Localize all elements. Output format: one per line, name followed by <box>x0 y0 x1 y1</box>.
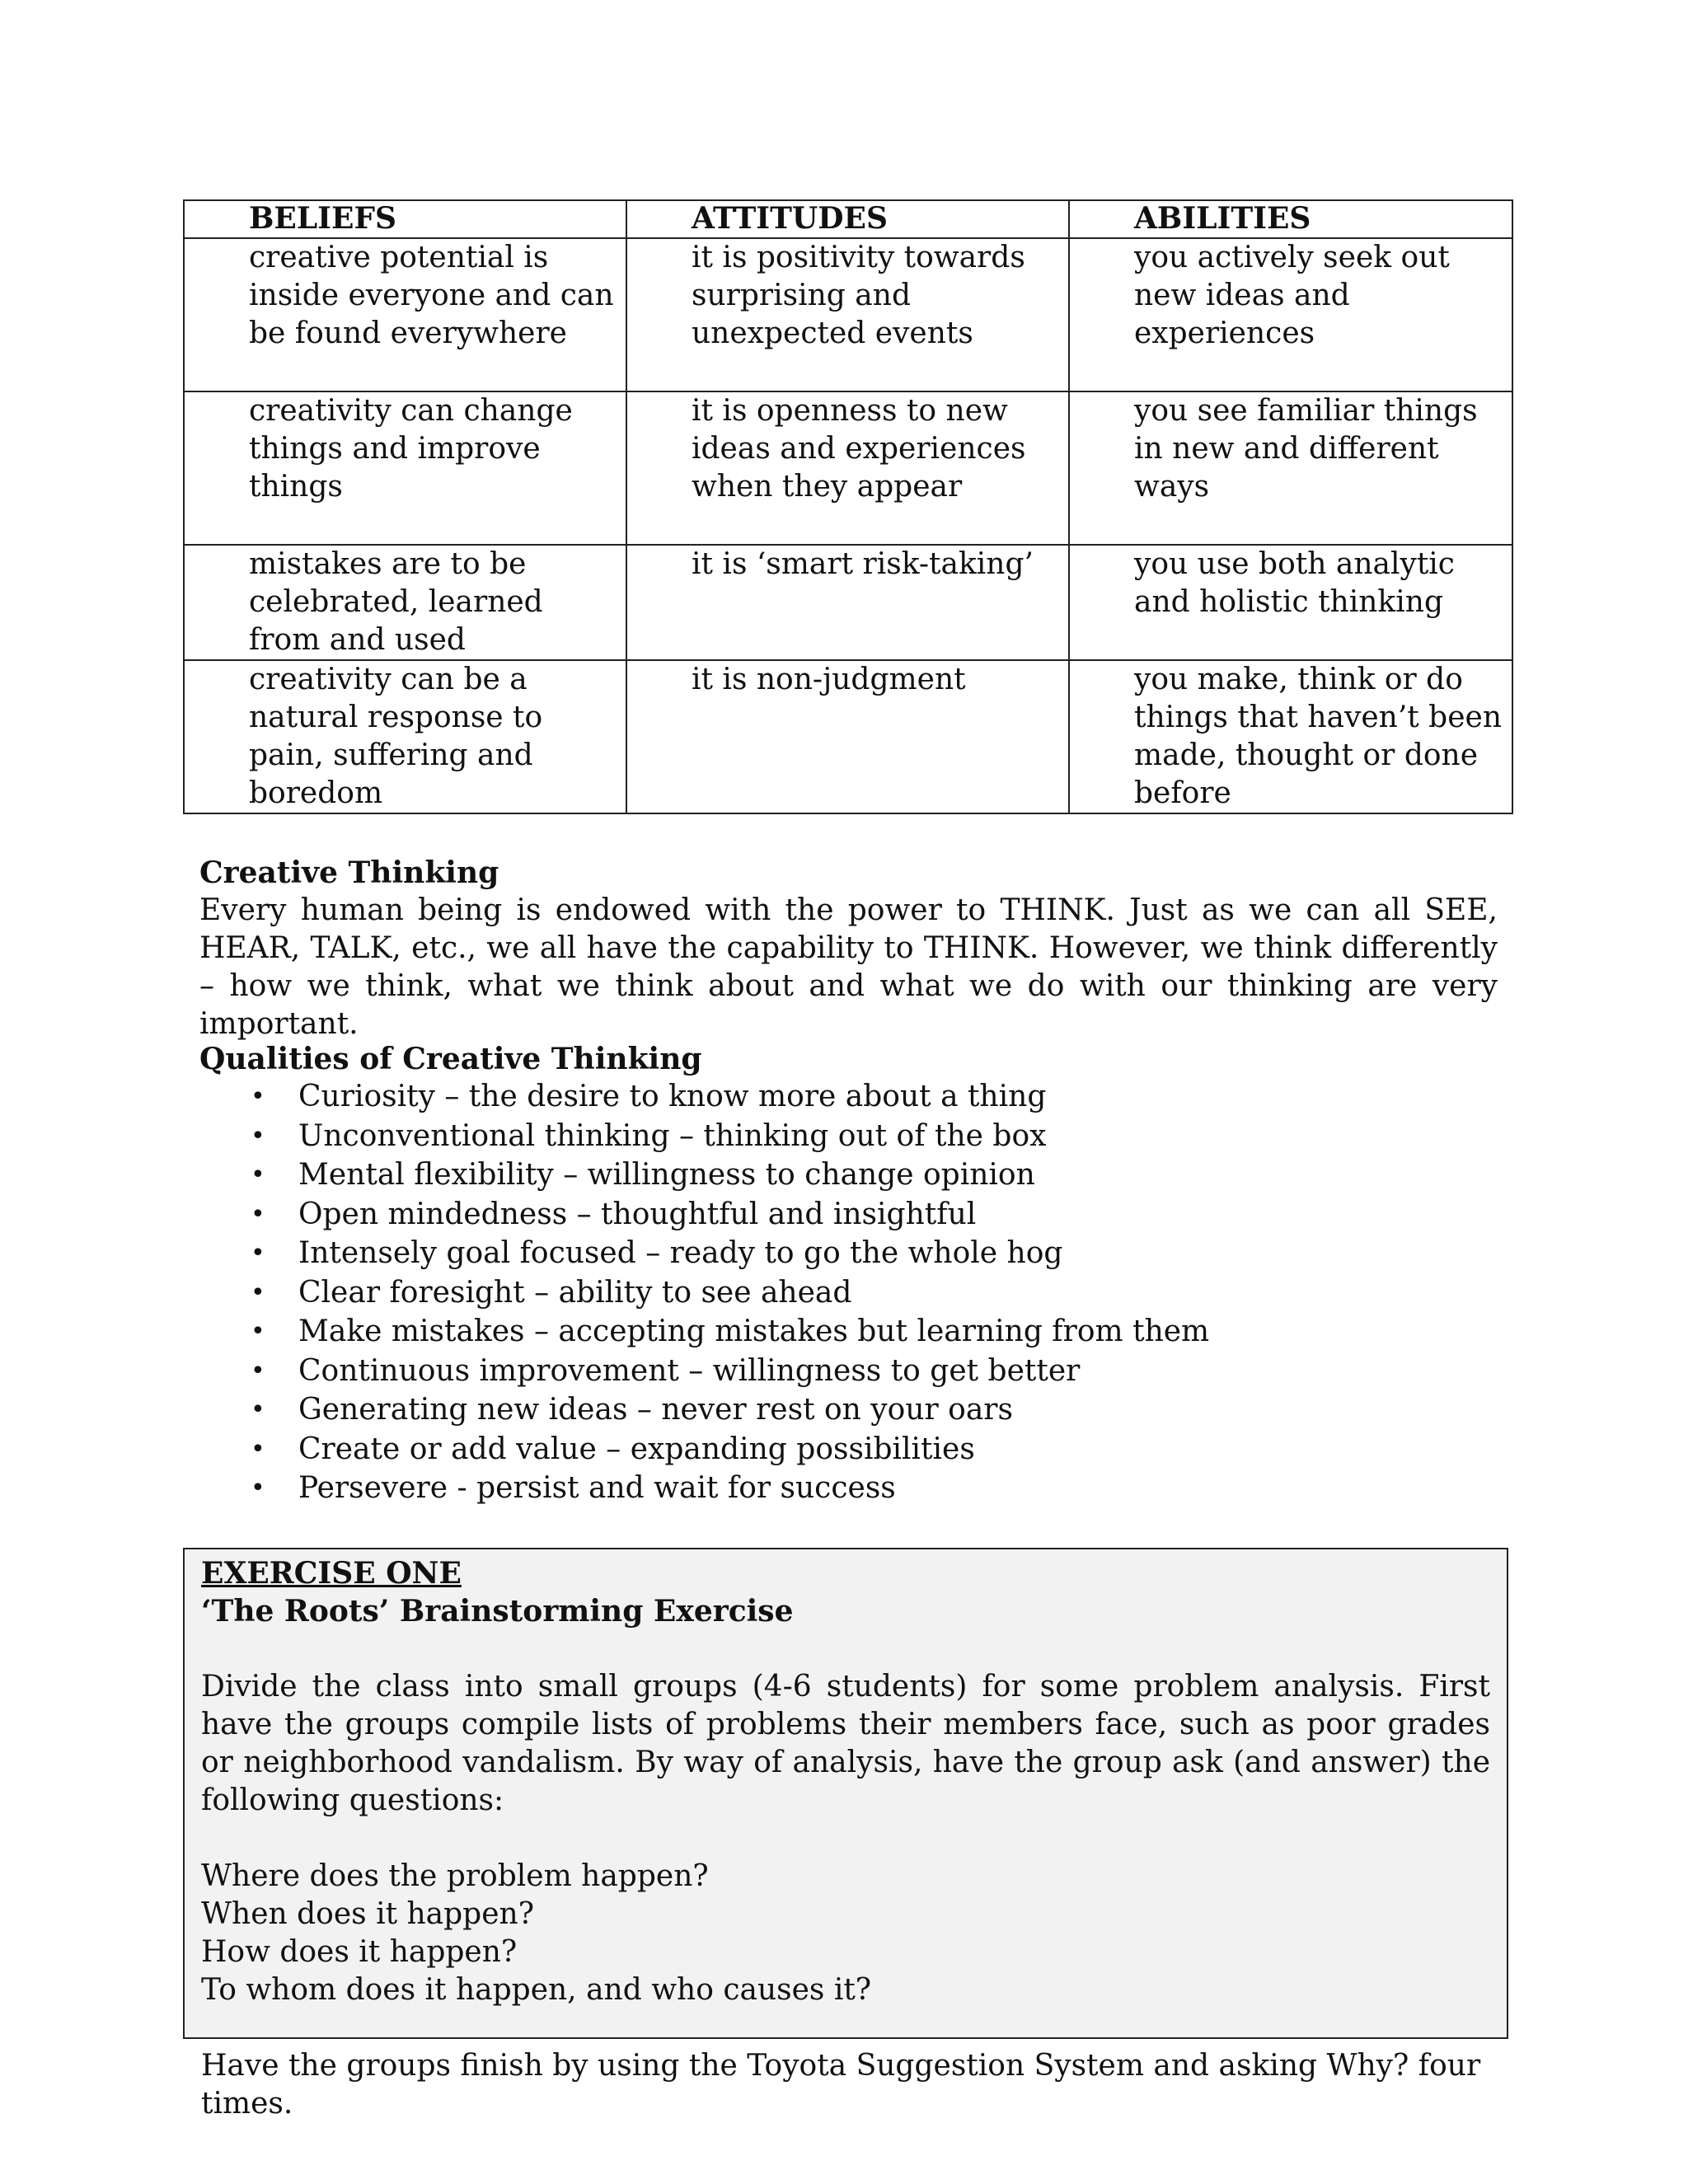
list-item <box>199 1078 1498 1118</box>
table-row <box>184 391 1512 545</box>
list-item <box>199 1469 1498 1509</box>
list-item-text: Create or add value – expanding possibilities <box>298 1432 975 1466</box>
qualities-list <box>199 1078 1498 1509</box>
creative-thinking-section <box>199 854 1498 1043</box>
table-header-row <box>184 200 1512 238</box>
list-item-text: Clear foresight – ability to see ahead <box>298 1275 852 1310</box>
list-item-text: Make mistakes – accepting mistakes but learning from them <box>298 1315 1210 1348</box>
list-item-text: Open mindedness – thoughtful and insightful <box>298 1197 977 1231</box>
table-cell: creativity can change things and improve things <box>184 391 626 545</box>
bullet-icon: • <box>251 1434 265 1464</box>
bullet-icon: • <box>251 1199 265 1229</box>
exercise-title: ‘The Roots’ Brainstorming Exercise <box>201 1594 794 1629</box>
list-item <box>199 1118 1498 1157</box>
bullet-icon: • <box>251 1160 265 1189</box>
list-item-text: Mental flexibility – willingness to change opinion <box>298 1158 1035 1192</box>
header-beliefs: BELIEFS <box>184 200 626 238</box>
table-cell: it is positivity towards surprising and unexpected events <box>626 238 1069 391</box>
beliefs-attitudes-abilities-table <box>183 199 1513 814</box>
table-cell: creativity can be a natural response to pain, suffering and boredom <box>184 660 626 813</box>
bullet-icon: • <box>251 1121 265 1151</box>
exercise-intro: Divide the class into small groups (4-6 students) for some problem analysis. First have the groups compile lists of problems their members face, such as poor grades or neighborhood vandalism. By way of analysis, have the group ask (and answer) the following questions: <box>201 1670 1490 1817</box>
bullet-icon: • <box>251 1395 265 1424</box>
list-item <box>199 1235 1498 1274</box>
table-cell: it is openness to new ideas and experiences when they appear <box>626 391 1069 545</box>
header-abilities: ABILITIES <box>1069 200 1512 238</box>
header-attitudes: ATTITUDES <box>626 200 1069 238</box>
list-item <box>199 1352 1498 1392</box>
list-item-text: Continuous improvement – willingness to get better <box>298 1353 1081 1388</box>
table-row <box>184 238 1512 391</box>
bullet-icon: • <box>251 1082 265 1111</box>
table-cell: mistakes are to be celebrated, learned from and used <box>184 545 626 660</box>
list-item-text: Generating new ideas – never rest on your oars <box>298 1393 1013 1427</box>
list-item <box>199 1431 1498 1470</box>
creative-thinking-paragraph: Every human being is endowed with the power to THINK. Just as we can all SEE, HEAR, TALK, etc., we all have the capability to THINK. However, we think differently – how we think, what we think about and what we do with our thinking are very important. <box>199 893 1498 1041</box>
bullet-icon: • <box>251 1356 265 1385</box>
exercise-question: To whom does it happen, and who causes it? <box>201 1973 872 2007</box>
creative-thinking-heading: Creative Thinking <box>199 855 499 890</box>
list-item <box>199 1274 1498 1314</box>
exercise-question: Where does the problem happen? <box>201 1859 709 1893</box>
spacer <box>201 2009 1490 2047</box>
qualities-heading: Qualities of Creative Thinking <box>199 1042 702 1076</box>
exercise-label: EXERCISE ONE <box>201 1556 462 1591</box>
list-item <box>199 1391 1498 1431</box>
table-cell: you make, think or do things that haven’t been made, thought or done before <box>1069 660 1512 813</box>
list-item <box>199 1156 1498 1196</box>
table-cell: creative potential is inside everyone and can be found everywhere <box>184 238 626 391</box>
exercise-question: How does it happen? <box>201 1935 518 1969</box>
table-cell: you actively seek out new ideas and experiences <box>1069 238 1512 391</box>
bullet-icon: • <box>251 1277 265 1307</box>
qualities-section <box>199 1040 1498 1509</box>
spacer <box>201 1630 1490 1668</box>
table-cell: you see familiar things in new and different ways <box>1069 391 1512 545</box>
list-item <box>199 1313 1498 1352</box>
bullet-icon: • <box>251 1317 265 1346</box>
list-item-text: Curiosity – the desire to know more about a thing <box>298 1080 1047 1113</box>
spacer <box>201 1820 1490 1858</box>
table-row <box>184 545 1512 660</box>
exercise-one-box <box>183 1548 1508 2121</box>
bullet-icon: • <box>251 1474 265 1502</box>
table-cell: it is ‘smart risk-taking’ <box>626 545 1069 660</box>
list-item-text: Intensely goal focused – ready to go the whole hog <box>298 1236 1063 1270</box>
list-item-text: Unconventional thinking – thinking out of the box <box>298 1118 1047 1153</box>
table-cell: you use both analytic and holistic thinking <box>1069 545 1512 660</box>
table-row <box>184 660 1512 813</box>
bullet-icon: • <box>251 1239 265 1268</box>
list-item-text: Persevere - persist and wait for success <box>298 1471 896 1505</box>
table-cell: it is non-judgment <box>626 660 1069 813</box>
list-item <box>199 1196 1498 1235</box>
exercise-closing: Have the groups finish by using the Toyota Suggestion System and asking Why? four times. <box>201 2049 1481 2121</box>
exercise-question: When does it happen? <box>201 1897 535 1931</box>
